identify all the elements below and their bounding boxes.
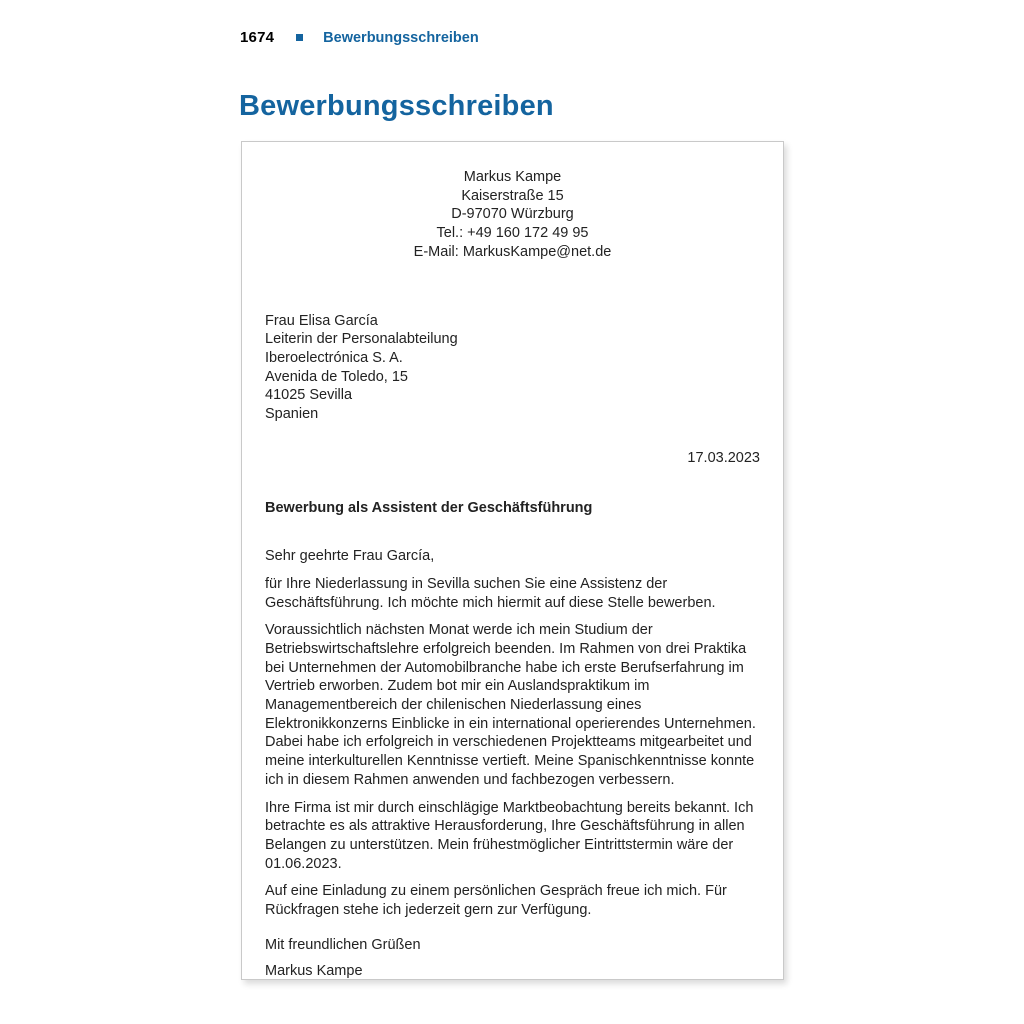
letter-paragraph: für Ihre Niederlassung in Sevilla suchen Sie eine Assistenz der Geschäftsführung. Ich möchte mich hiermit auf diese Stelle bewerben. [265,575,716,611]
recipient-country: Spanien [265,406,319,423]
recipient-street: Avenida de Toledo, 15 [265,368,408,385]
running-head-title: Bewerbungsschreiben [323,29,479,46]
sender-phone: Tel.: +49 160 172 49 95 [436,225,589,242]
square-bullet-icon [296,34,303,41]
letter-paragraph: Auf eine Einladung zu einem persönlichen Gespräch freue ich mich. Für Rückfragen stehe ich jederzeit gern zur Verfügung. [265,883,727,919]
page-number: 1674 [240,29,275,46]
page-title: Bewerbungsschreiben [239,90,554,122]
subject-line: Bewerbung als Assistent der Geschäftsführung [265,500,593,517]
sender-block [265,168,760,262]
sender-name: Markus Kampe [463,169,562,185]
recipient-name: Frau Elisa García [265,312,378,329]
recipient-city: 41025 Sevilla [265,387,353,404]
page-header [240,29,479,46]
salutation: Sehr geehrte Frau García, [265,548,435,565]
closing-formula: Mit freundlichen Grüßen [265,936,421,953]
recipient-role: Leiterin der Personalabteilung [265,331,458,348]
sample-letter [241,141,784,980]
letter-paragraph: Voraussichtlich nächsten Monat werde ich mein Studium der Betriebswirtschaftslehre erfolgreich beenden. Im Rahmen von drei Praktika bei Unternehmen der Automobilbranche habe ich erste Berufserfahrung im Vertrieb erworben. Zudem bot mir ein Auslandspraktikum im Managementbereich der chilenischen Niederlassung eines Elektronikkonzerns Einblicke in ein international operierendes Unternehmen. Dabei habe ich erfolgreich in verschiedenen Projektteams mitgearbeitet und meine interkulturellen Kenntnisse vertieft. Meine Spanischkenntnisse konnte ich in diesem Rahmen anwenden und fachbezogen verbessern. [265,622,756,788]
letter-paragraph: Ihre Firma ist mir durch einschlägige Marktbeobachtung bereits bekannt. Ich betrachte es als attraktive Herausforderung, Ihre Geschäftsführung in allen Belangen zu unterstützen. Mein frühestmöglicher Eintrittstermin wäre der 01.06.2023. [265,799,754,872]
recipient-company: Iberoelectrónica S. A. [265,349,403,366]
signature-name: Markus Kampe [265,962,363,979]
sender-city: D-97070 Würzburg [451,206,574,223]
sender-email: E-Mail: MarkusKampe@net.de [413,243,612,260]
recipient-block [265,312,760,424]
letter-date: 17.03.2023 [687,449,760,466]
sender-street: Kaiserstraße 15 [461,187,564,204]
